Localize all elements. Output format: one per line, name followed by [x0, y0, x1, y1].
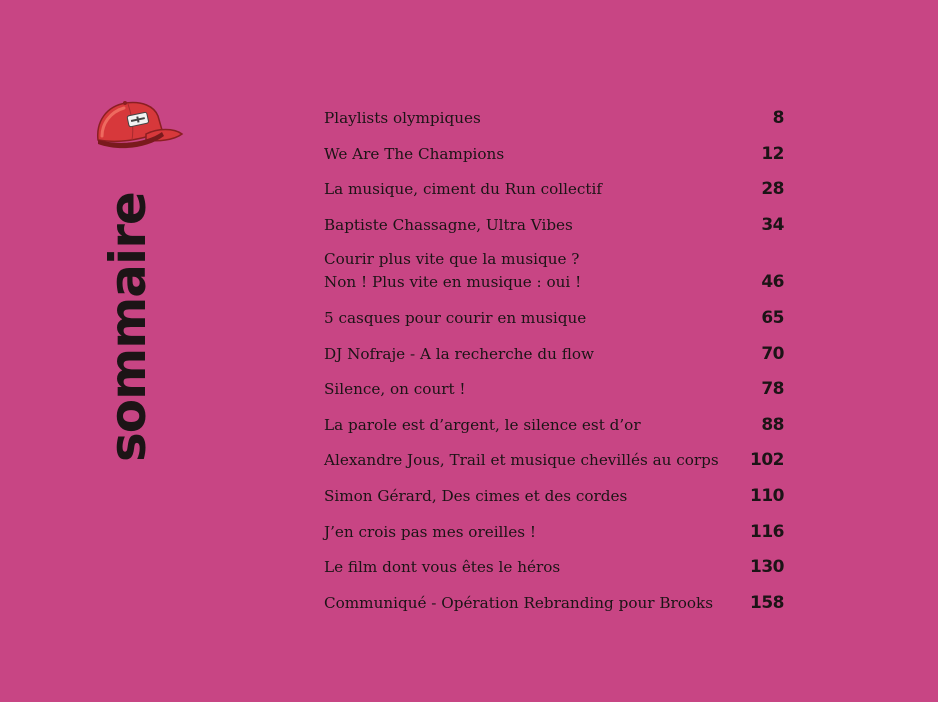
- toc-entry[interactable]: [324, 484, 784, 508]
- toc-entry[interactable]: [324, 142, 784, 166]
- toc-entry-title-line: Communiqué - Opération Rebranding pour Brooks: [324, 593, 714, 612]
- toc-entry-page-number: 110: [750, 485, 784, 506]
- toc-entry-title: [324, 343, 594, 366]
- toc-entry[interactable]: [324, 248, 784, 294]
- toc-entry-page-number: 12: [761, 143, 784, 164]
- toc-entry-page-number: 34: [761, 214, 784, 235]
- toc-entry-title-line: La parole est d’argent, le silence est d’or: [324, 415, 641, 434]
- toc-entry-title: [324, 592, 713, 615]
- toc-entry-title-line: Simon Gérard, Des cimes et des cordes: [324, 486, 628, 505]
- toc-entry-page-number: 65: [761, 307, 784, 328]
- sommaire-title: sommaire: [99, 192, 157, 462]
- toc-entry-page-number: 158: [750, 592, 784, 613]
- toc-entry-page-number: 78: [761, 379, 784, 400]
- toc-entry[interactable]: [324, 306, 784, 330]
- toc-entry-title-line: Non ! Plus vite en musique : oui !: [324, 273, 582, 292]
- toc-entry-page-number: 46: [761, 272, 784, 293]
- toc-entry-title: [324, 214, 573, 237]
- toc-entry-title-line: Playlists olympiques: [324, 109, 481, 127]
- toc-entry[interactable]: [324, 377, 784, 401]
- toc-entry[interactable]: [324, 177, 784, 201]
- toc-entry-title: [324, 449, 719, 472]
- toc-entry[interactable]: [324, 413, 784, 437]
- toc-entry-title-line: 5 casques pour courir en musique: [324, 308, 587, 327]
- toc-entry-title-line: DJ Nofraje - A la recherche du flow: [324, 344, 594, 363]
- toc-entry-title-line: La musique, ciment du Run collectif: [324, 180, 603, 199]
- toc-entry-page-number: 130: [750, 557, 784, 578]
- toc-entry-title: [324, 521, 536, 544]
- toc-entry[interactable]: [324, 520, 784, 544]
- toc-entry-page-number: 8: [772, 108, 784, 128]
- toc-entry-title-line: We Are The Champions: [324, 144, 505, 163]
- toc-entry-page-number: 102: [750, 450, 784, 471]
- toc-entry[interactable]: [324, 106, 784, 130]
- toc-entry-title: [324, 178, 602, 201]
- toc-entry[interactable]: [324, 213, 784, 237]
- toc-entry[interactable]: [324, 342, 784, 366]
- toc-entry-page-number: 88: [761, 414, 784, 435]
- toc-entry-title-line: Baptiste Chassagne, Ultra Vibes: [324, 215, 573, 234]
- toc-entry[interactable]: [324, 448, 784, 472]
- table-of-contents: [324, 106, 784, 626]
- toc-entry[interactable]: [324, 591, 784, 615]
- toc-entry-title: [324, 143, 504, 166]
- toc-entry-title: [324, 485, 627, 508]
- toc-entry-title: [324, 414, 641, 437]
- toc-entry-title-line: Le film dont vous êtes le héros: [324, 558, 561, 577]
- toc-entry-title-line: Alexandre Jous, Trail et musique chevillés au corps: [324, 451, 719, 470]
- toc-entry-title: [324, 107, 481, 130]
- toc-entry-page-number: 28: [761, 179, 784, 200]
- toc-entry-title: [324, 556, 560, 579]
- toc-entry[interactable]: [324, 555, 784, 579]
- toc-entry-page-number: 116: [750, 521, 784, 542]
- toc-entry-title: [324, 378, 466, 401]
- toc-entry-title-line: Courir plus vite que la musique ?: [324, 250, 580, 269]
- baseball-cap-icon: [92, 96, 186, 156]
- toc-entry-title-line: Silence, on court !: [324, 380, 466, 399]
- toc-entry-page-number: 70: [761, 343, 784, 364]
- toc-entry-title-line: J’en crois pas mes oreilles !: [324, 522, 536, 541]
- toc-entry-title: [324, 307, 586, 330]
- toc-entry-title: [324, 248, 581, 294]
